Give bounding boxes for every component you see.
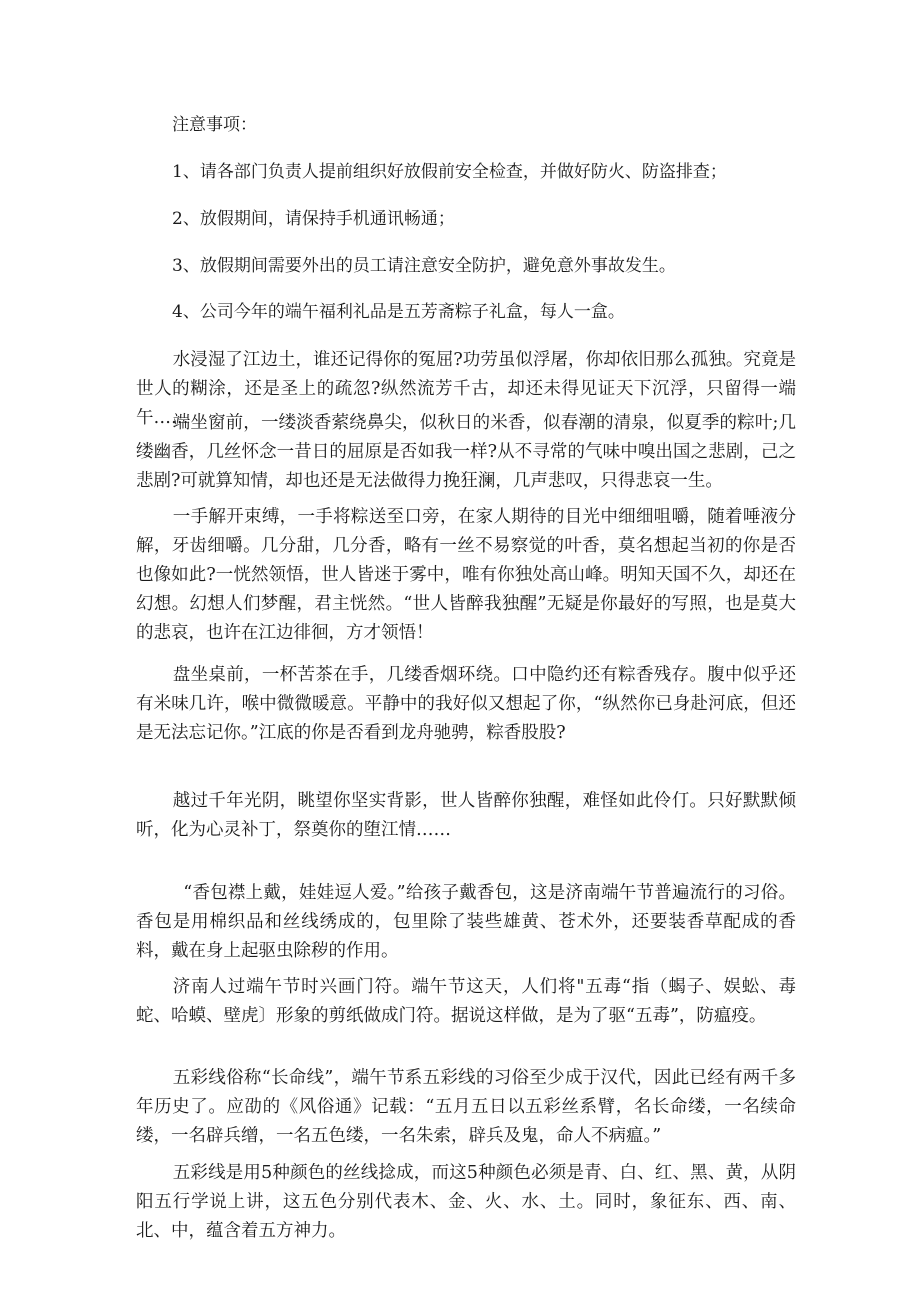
paragraph-8: 五彩线俗称“长命线”，端午节系五彩线的习俗至少成于汉代，因此已经有两千多年历史了。应劭的《风俗通》记载：“五月五日以五彩丝系臂，名长命缕，一名续命缕，一名辟兵缯，一名五色缕，一名朱索，辟兵及鬼，命人不病瘟。”	[136, 1068, 796, 1146]
paragraph-3: 一手解开束缚，一手将粽送至口旁，在家人期待的目光中细细咀嚼，随着唾液分解，牙齿细嚼。几分甜，几分香，略有一丝不易察觉的叶香，莫名想起当初的你是否也像如此?一恍然领悟，世人皆迷于雾中，唯有你独处高山峰。明知天国不久，却还在幻想。幻想人们梦醒，君主恍然。“世人皆醉我独醒”无疑是你最好的写照，也是莫大的悲哀，也许在江边徘徊，方才领悟！	[136, 507, 796, 643]
notice-title: 注意事项：	[172, 115, 257, 135]
paragraph-1: 水浸湿了江边土，谁还记得你的冤屈?功劳虽似浮屠，你却依旧那么孤独。究竟是世人的糊涂，还是圣上的疏忽?纵然流芳千古，却还未得见证天下沉浮，只留得一端午……	[136, 350, 796, 428]
paragraph-4: 盘坐桌前，一杯苦茶在手，几缕香烟环绕。口中隐约还有粽香残存。腹中似乎还有米味几许，喉中微微暖意。平静中的我好似又想起了你，“纵然你已身赴河底，但还是无法忘记你。”江底的你是否看到龙舟驰骋，粽香股股?	[136, 665, 796, 743]
notice-item-2: 2、放假期间，请保持手机通讯畅通；	[172, 209, 455, 229]
paragraph-7: 济南人过端午节时兴画门符。端午节这天，人们将"五毒“指（蝎子、娱蚣、毒蛇、哈蟆、壁虎〕形象的剪纸做成门符。据说这样做，是为了驱“五毒”，防瘟疫。	[136, 977, 796, 1026]
notice-item-3: 3、放假期间需要外出的员工请注意安全防护，避免意外事故发生。	[172, 256, 676, 276]
notice-item-4: 4、公司今年的端午福利礼品是五芳斋粽子礼盒，每人一盒。	[172, 302, 625, 322]
paragraph-5: 越过千年光阴，眺望你坚实背影，世人皆醉你独醒，难怪如此伶仃。只好默默倾听，化为心灵补丁，祭奠你的堕江情……	[136, 791, 796, 840]
paragraph-2: 端坐窗前，一缕淡香萦绕鼻尖，似秋日的米香，似春潮的清泉，似夏季的粽叶;几缕幽香，几丝怀念一昔日的屈原是否如我一样?从不寻常的气味中嗅出国之悲剧，己之悲剧?可就算知情，却也还是无法做得力挽狂澜，几声悲叹，只得悲哀一生。	[136, 413, 796, 491]
notice-item-1: 1、请各部门负责人提前组织好放假前安全检查，并做好防火、防盗排查；	[172, 162, 727, 182]
paragraph-6: “香包襟上戴，娃娃逗人爱。”给孩子戴香包，这是济南端午节普遍流行的习俗。香包是用棉织品和丝线绣成的，包里除了装些雄黄、苍术外，还要装香草配成的香料，戴在身上起驱虫除秽的作用。	[136, 883, 796, 961]
paragraph-9: 五彩线是用5种颜色的丝线捻成，而这5种颜色必须是青、白、红、黑、黄，从阴阳五行学说上讲，这五色分别代表木、金、火、水、土。同时，象征东、西、南、北、中，蕴含着五方神力。	[136, 1163, 796, 1241]
